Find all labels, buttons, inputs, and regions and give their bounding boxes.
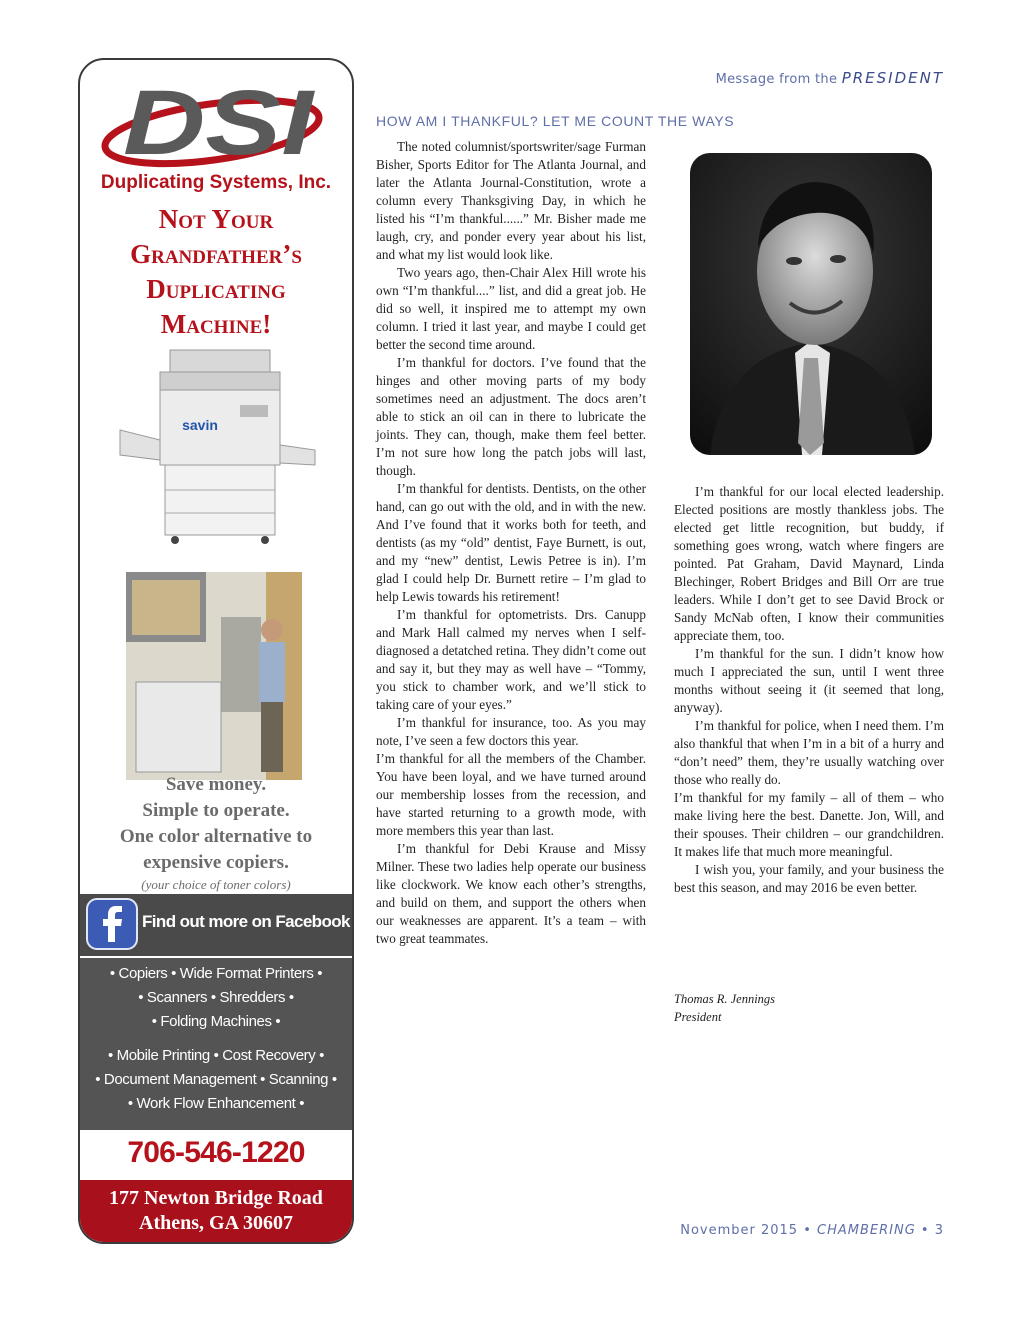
- services-group-2: [80, 1044, 352, 1116]
- paragraph: I’m thankful for all the members of the Chamber. You have been loyal, and we have turned around our membership losses from the recession, and have started returning to a growth mode, with more members this year than last.: [376, 751, 646, 838]
- service-line: • Folding Machines •: [151, 1013, 281, 1030]
- article-column-2: [674, 483, 944, 897]
- pitch-line-4: expensive copiers.: [143, 852, 289, 873]
- paragraph: I’m thankful for my family – all of them – who make living here the best. Danette. Jon, Will, and their spouses. Their children – our grandchildren. It makes life that much more meaningful.: [674, 790, 944, 859]
- header-title: PRESIDENT: [841, 69, 944, 87]
- facebook-banner[interactable]: [80, 894, 352, 956]
- paragraph: I’m thankful for optometrists. Drs. Canupp and Mark Hall calmed my nerves when I self-diagnosed a detatched retina. They didn’t come out and say it, but they may as well have – “Tommy, you stick to chamber work, and we’ll stick to taking care of your eyes.”: [376, 607, 646, 712]
- pitch-line-3: One color alternative to: [119, 826, 313, 847]
- paragraph: I’m thankful for Debi Krause and Missy Milner. These two ladies help operate our business like clockwork. We know each other’s strengths, and build on them, and support the others when our weaknesses are apparent. It’s a team – with two great teammates.: [376, 841, 646, 946]
- paragraph: I’m thankful for police, when I need them. I’m also thankful that when I’m in a bit of a hurry and “don’t need” them, they’re usually watching over those who really do.: [674, 718, 944, 787]
- facebook-icon: [86, 898, 138, 950]
- tagline-line-4: Machine!: [160, 309, 272, 339]
- footer-page-number: • 3: [920, 1223, 944, 1238]
- paragraph: The noted columnist/sportswriter/sage Furman Bisher, Sports Editor for The Atlanta Journal, and later the Atlanta Journal-Constitution, wrote a column every Thanksgiving Day, in which he listed his “I’m thankful......” Mr. Bisher made me laugh, cry, and ponder every year about his list, and what my list would look like.: [376, 139, 646, 262]
- signature-name: Thomas R. Jennings: [674, 992, 776, 1006]
- paragraph: I’m thankful for our local elected leadership. Elected positions are mostly thankless jobs. The elected get little recognition, but buddy, if something goes wrong, watch where fingers are pointed. Pat Graham, David Maynard, Linda Blechinger, Robert Bridges and Bill Orr are true leaders. While I don’t get to see David Brock or Sandy McNab often, I know their communities appreciate them, too.: [674, 484, 944, 643]
- page-footer: [680, 1223, 944, 1238]
- service-line: • Copiers • Wide Format Printers •: [109, 965, 323, 982]
- paragraph: Two years ago, then-Chair Alex Hill wrote his own “I’m thankful....” list, and did a great job. He did so well, it inspired me to attempt my own column. I tried it last year, and maybe I could get better the second time around.: [376, 265, 646, 352]
- address-line-2: Athens, GA 30607: [139, 1212, 293, 1234]
- paragraph: I’m thankful for the sun. I didn’t know how much I appreciated the sun, until I went three months without seeing it (it seemed that long, anyway).: [674, 646, 944, 715]
- footer-publication: CHAMBERING: [817, 1223, 916, 1238]
- tagline-line-3: Duplicating: [146, 274, 286, 304]
- address-block: [80, 1180, 352, 1244]
- tagline-line-2: Grandfather’s: [130, 239, 302, 269]
- signature-title: President: [674, 1010, 722, 1024]
- signature-block: [674, 990, 775, 1026]
- services-list: [80, 958, 352, 1130]
- service-line: • Work Flow Enhancement •: [127, 1095, 305, 1112]
- dsi-logo-text: DSI: [123, 74, 317, 174]
- paragraph: I’m thankful for insurance, too. As you may note, I’ve seen a few doctors this year.: [376, 715, 646, 748]
- pitch-note: (your choice of toner colors): [141, 877, 291, 892]
- section-header: [716, 69, 944, 87]
- tagline-line-1: Not Your: [158, 204, 274, 234]
- paragraph: I’m thankful for dentists. Dentists, on the other hand, can go out with the old, and in with the new. And I’ve found that it works both for teeth, and dentists (as my “old” dentist, Faye Burnett, is out, and my “new” dentist, Lewis Petree is in). I’m glad I could help Dr. Burnett retire – I’m glad to help Lewis towards his retirement!: [376, 481, 646, 604]
- copier-machine-illustration: [110, 345, 320, 550]
- facebook-text: Find out more on Facebook: [142, 912, 350, 931]
- pitch-line-1: Save money.: [165, 774, 267, 795]
- ad-pitch: [80, 772, 352, 894]
- phone-number[interactable]: 706-546-1220: [127, 1136, 305, 1169]
- service-line: • Scanners • Shredders •: [138, 989, 294, 1006]
- paragraph: I’m thankful for doctors. I’ve found that the hinges and other moving parts of my body sometimes need an adjustment. The docs aren’t able to stick an oil can in there to lubricate the joints. They can, though, make them feel better. I’m not sure how long the patch jobs will last, though.: [376, 355, 646, 478]
- pitch-line-2: Simple to operate.: [142, 800, 290, 821]
- article-column-1: [376, 138, 646, 948]
- services-group-1: [80, 962, 352, 1034]
- ad-tagline: [80, 202, 352, 342]
- address-line-1: 177 Newton Bridge Road: [109, 1187, 323, 1209]
- paragraph: I wish you, your family, and your business the best this season, and may 2016 be even better.: [674, 862, 944, 895]
- service-line: • Mobile Printing • Cost Recovery •: [107, 1047, 324, 1064]
- service-line: • Document Management • Scanning •: [95, 1071, 337, 1088]
- copier-brand-label: savin: [182, 417, 218, 433]
- president-portrait: [690, 153, 932, 455]
- dsi-advertisement: [78, 58, 354, 1244]
- office-staff-photo: [126, 572, 302, 780]
- header-prefix: Message from the: [715, 72, 838, 87]
- dsi-logo: [100, 74, 332, 186]
- footer-date: November 2015 •: [680, 1223, 812, 1238]
- company-name: Duplicating Systems, Inc.: [100, 172, 332, 193]
- article-headline: HOW AM I THANKFUL? LET ME COUNT THE WAYS: [376, 113, 735, 129]
